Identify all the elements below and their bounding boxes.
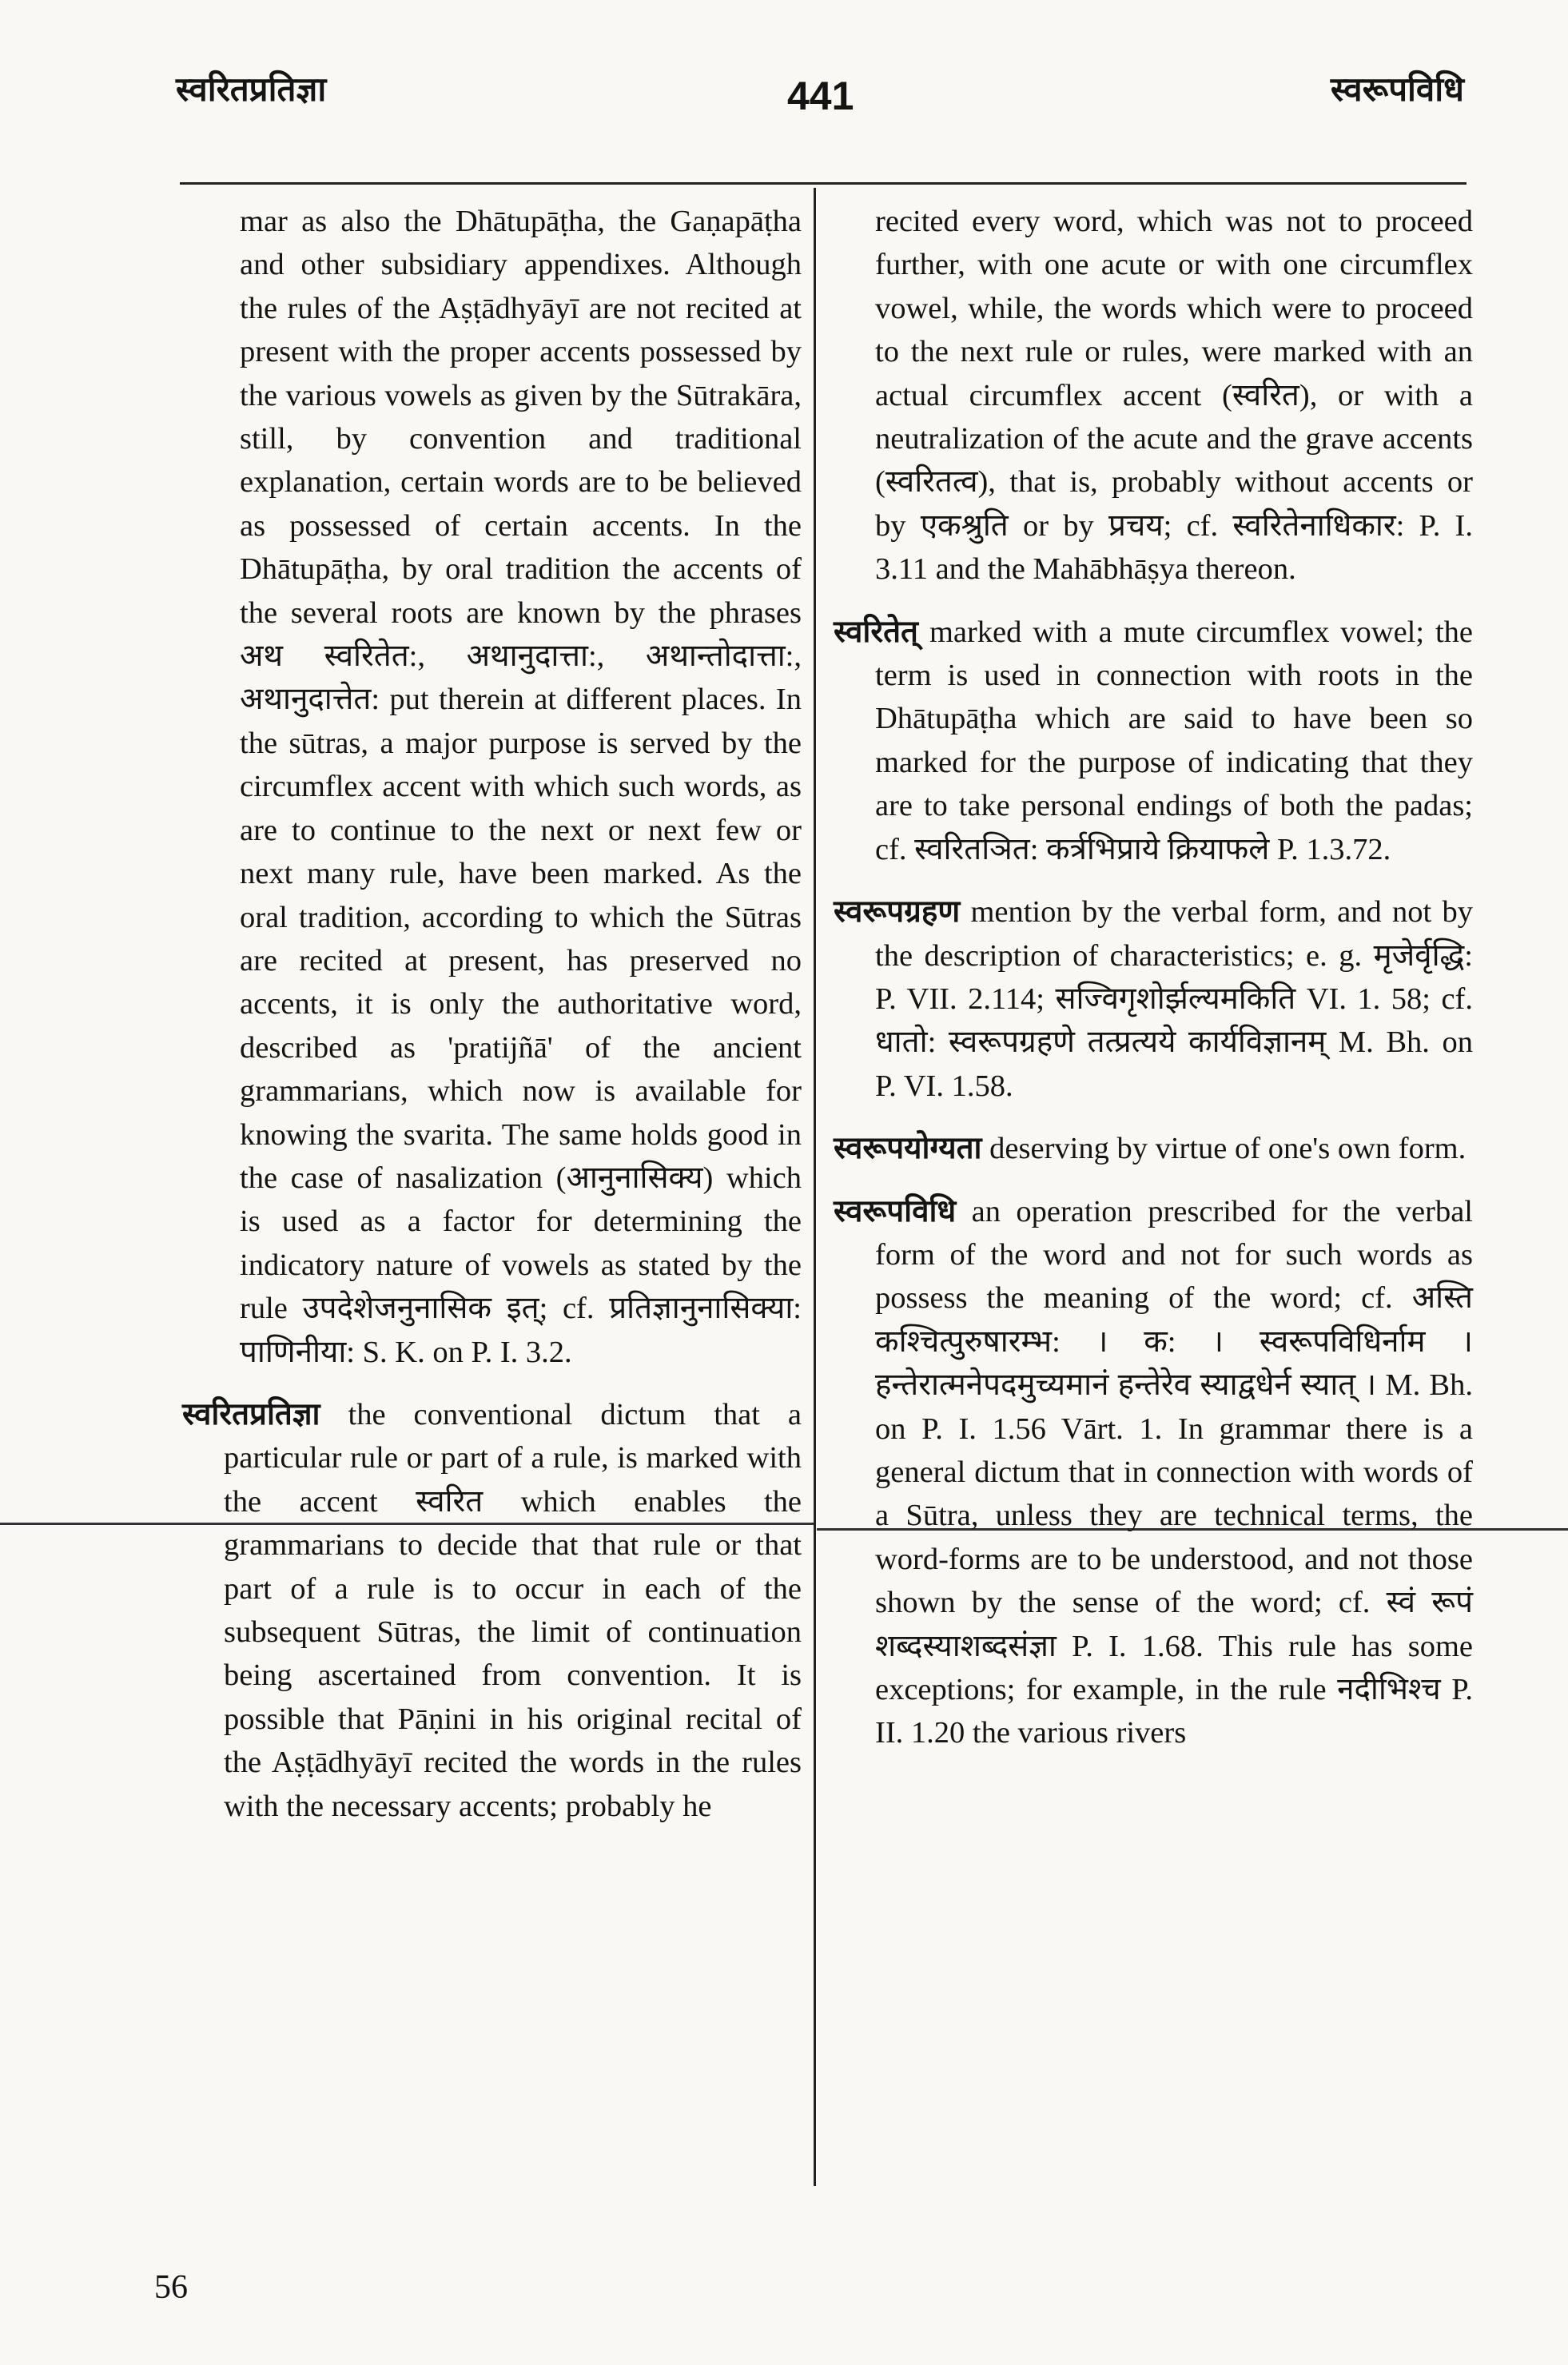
right-column	[834, 200, 1473, 1755]
entry-definition: mention by the verbal form, and not by the description of characteristics; e. g. मृजेर्वृद्धि: P. VII. 2.114; सज्विगृशोर्झल्यमकिति VI. 1. 58; cf. धातो: स्वरूपग्रहणे तत्प्रत्यये कार्यविज्ञानम् M. Bh. on P. VI. 1.58.	[875, 895, 1474, 1103]
continuation-paragraph: recited every word, which was not to proceed further, with one acute or with one circumflex vowel, while, the words which were to proceed to the next rule or rules, were marked with an actual circumflex accent (स्वरित), or with a neutralization of the acute and the grave accents (स्वरितत्व), that is, probably without accents or by एकश्रुति or by प्रचय; cf. स्वरितेनाधिकार: P. I. 3.11 and the Mahābhāṣya thereon.	[875, 205, 1473, 587]
continuation-paragraph: mar as also the Dhātupāṭha, the Gaṇapāṭha and other subsidiary appendixes. Although the rules of the Aṣṭādhyāyī are not recited at present with the proper accents possessed by the various vowels as given by the Sūtrakāra, still, by convention and traditional explanation, certain words are to be believed as possessed of certain accents. In the Dhātupāṭha, by oral tradition the accents of the several roots are known by the phrases अथ स्वरितेत:, अथानुदात्ता:, अथान्तोदात्ता:, अथानुदात्तेत: put therein at different places. In the sūtras, a major purpose is served by the circumflex accent with which such words, as are to continue to the next or next few or next many rule, have been marked. As the oral tradition, according to which the Sūtras are recited at present, has preserved no accents, it is only the authoritative word, described as 'pratijñā' of the ancient grammarians, which now is available for knowing the svarita. The same holds good in the case of nasalization (आनुनासिक्य) which is used as a factor for determining the indicatory nature of vowels as stated by the rule उपदेशेजनुनासिक इत्; cf. प्रतिज्ञानुनासिक्या: पाणिनीया: S. K. on P. I. 3.2.	[240, 205, 802, 1369]
page-number: 441	[787, 74, 854, 118]
folio-number: 56	[154, 2269, 188, 2306]
entry-headword: स्वरूपविधि	[834, 1194, 957, 1228]
running-head-right: स्वरूपविधि	[1330, 72, 1464, 109]
dictionary-entry	[834, 1190, 1473, 1755]
entry-definition: deserving by virtue of one's own form.	[989, 1132, 1467, 1166]
dictionary-entry	[834, 611, 1473, 871]
entry-headword: स्वरितेत्	[834, 615, 918, 649]
dictionary-entry	[834, 1127, 1473, 1170]
header-rule	[180, 182, 1467, 185]
column-separator	[814, 188, 816, 2186]
left-column	[182, 200, 802, 1828]
entry-definition: marked with a mute circumflex vowel; the term is used in connection with roots in the Dhātupāṭha which are said to have been so marked for the purpose of indicating that they are to take personal endings of both the padas; cf. स्वरितञित: कर्त्रभिप्राये क्रियाफले P. 1.3.72.	[875, 615, 1474, 866]
entry-definition: an operation prescribed for the verbal form of the word and not for such words as possess the meaning of the word; cf. अस्ति कश्चित्पुरुषारम्भ: । क: । स्वरूपविधिर्नाम । हन्तेरात्मनेपदमुच्यमानं हन्तेरेव स्याद्वधेर्न स्यात् । M. Bh. on P. I. 1.56 Vārt. 1. In grammar there is a general dictum that in connection with words of a Sūtra, unless they are technical terms, the word-forms are to be understood, and not those shown by the sense of the word; cf. स्वं रूपं शब्दस्याशब्दसंज्ञा P. I. 1.68. This rule has some exceptions; for example, in the rule नदीभिश्च P. II. 1.20 the various rivers	[875, 1194, 1473, 1750]
entry-headword: स्वरूपयोग्यता	[834, 1132, 982, 1166]
running-head-left: स्वरितप्रतिज्ञा	[176, 72, 327, 109]
dictionary-entry	[834, 890, 1473, 1108]
entry-headword: स्वरूपग्रहण	[834, 895, 961, 930]
entry-definition: the conventional dictum that a particular rule or part of a rule, is marked with the accent स्वरित which enables the grammarians to decide that that rule or that part of a rule is to occur in each of the subsequent Sūtras, the limit of continuation being ascertained from convention. It is possible that Pāṇini in his original recital of the Aṣṭādhyāyī recited the words in the rules with the necessary accents; probably he	[224, 1397, 802, 1823]
dictionary-entry	[182, 1393, 802, 1828]
entry-headword: स्वरितप्रतिज्ञा	[182, 1397, 320, 1431]
